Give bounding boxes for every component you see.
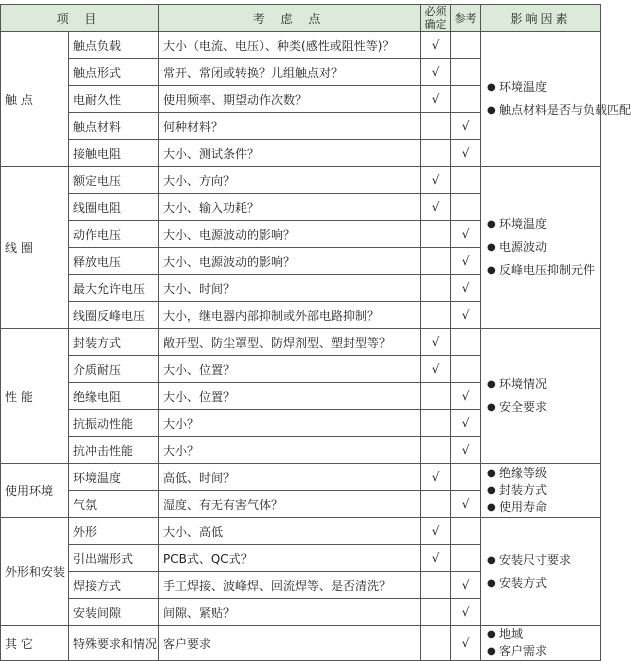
header-consideration: 考 虑 点 <box>159 5 421 32</box>
bullet-icon: ● <box>487 105 496 116</box>
ref-check-cell <box>451 167 481 194</box>
item-name: 气氛 <box>69 491 159 518</box>
item-name: 释放电压 <box>69 248 159 275</box>
item-name: 接触电阻 <box>69 140 159 167</box>
factor-list <box>485 79 631 119</box>
consideration-text: 大小（电流、电压）、种类(感性或阻性等)？ <box>159 32 421 59</box>
ref-check-cell <box>451 545 481 572</box>
check-mark-icon: √ <box>431 551 440 565</box>
consideration-text: 间隙、紧贴？ <box>159 599 421 626</box>
factor-item <box>485 399 596 416</box>
factor-text: 安全要求 <box>499 400 548 414</box>
factor-item <box>485 482 596 499</box>
group-name: 性 能 <box>1 329 69 464</box>
consideration-text: 大小、测试条件？ <box>159 140 421 167</box>
consideration-text: 高低、时间？ <box>159 464 421 491</box>
consideration-text: 大小、位置？ <box>159 383 421 410</box>
item-name: 外形 <box>69 518 159 545</box>
consideration-text: 大小、位置？ <box>159 356 421 383</box>
must-check-cell <box>421 275 451 302</box>
bullet-icon: ● <box>487 554 496 566</box>
must-check-cell <box>421 32 451 59</box>
table-row <box>1 167 601 194</box>
bullet-icon: ● <box>487 265 496 276</box>
item-name: 封装方式 <box>69 329 159 356</box>
consideration-text: 敞开型、防尘罩型、防焊剂型、塑封型等？ <box>159 329 421 356</box>
ref-check-cell <box>451 599 481 626</box>
ref-check-cell <box>451 491 481 518</box>
header-ref: 参考 <box>451 5 481 32</box>
must-check-cell <box>421 140 451 167</box>
ref-check-cell <box>451 275 481 302</box>
factor-list <box>485 626 596 660</box>
bullet-icon: ● <box>487 379 496 390</box>
check-mark-icon: √ <box>461 254 470 268</box>
factor-list <box>485 376 596 416</box>
table-row <box>1 518 601 545</box>
item-name: 环境温度 <box>69 464 159 491</box>
must-check-cell <box>421 221 451 248</box>
ref-check-cell <box>451 194 481 221</box>
ref-check-cell <box>451 248 481 275</box>
factor-list <box>485 216 596 279</box>
must-check-cell <box>421 545 451 572</box>
consideration-text: PCB式、QC式？ <box>159 545 421 572</box>
bullet-icon: ● <box>487 82 496 93</box>
must-check-cell <box>421 491 451 518</box>
consideration-text: 手工焊接、波峰焊、回流焊等、是否清洗？ <box>159 572 421 599</box>
item-name: 电耐久性 <box>69 86 159 113</box>
item-name: 线圈电阻 <box>69 194 159 221</box>
ref-check-cell <box>451 518 481 545</box>
header-item: 项 目 <box>1 5 159 32</box>
ref-check-cell <box>451 140 481 167</box>
must-check-cell <box>421 248 451 275</box>
item-name: 安装间隙 <box>69 599 159 626</box>
table-row <box>1 464 601 491</box>
consideration-text: 大小？ <box>159 410 421 437</box>
item-name: 抗冲击性能 <box>69 437 159 464</box>
ref-check-cell <box>451 113 481 140</box>
factor-text: 安装尺寸要求 <box>499 552 572 567</box>
item-name: 介质耐压 <box>69 356 159 383</box>
ref-check-cell <box>451 59 481 86</box>
group-name: 其 它 <box>1 626 69 661</box>
factor-item <box>485 102 631 119</box>
consideration-text: 大小？ <box>159 437 421 464</box>
factor-text: 使用寿命 <box>499 500 548 514</box>
check-mark-icon: √ <box>461 227 470 241</box>
factor-text: 环境温度 <box>499 217 548 231</box>
ref-check-cell <box>451 464 481 491</box>
factors-cell <box>481 518 601 626</box>
check-mark-icon: √ <box>461 605 470 619</box>
table-row <box>1 32 601 59</box>
check-mark-icon: √ <box>431 335 440 349</box>
factors-cell <box>481 329 601 464</box>
check-mark-icon: √ <box>461 416 470 430</box>
factor-text: 电源波动 <box>499 240 548 254</box>
item-name: 绝缘电阻 <box>69 383 159 410</box>
factor-text: 环境情况 <box>499 377 548 391</box>
factor-item <box>485 376 596 393</box>
factor-item <box>485 552 596 569</box>
factor-text: 客户需求 <box>499 644 548 658</box>
consideration-text: 大小、电源波动的影响？ <box>159 221 421 248</box>
bullet-icon: ● <box>487 402 496 413</box>
check-mark-icon: √ <box>461 119 470 133</box>
item-name: 额定电压 <box>69 167 159 194</box>
must-check-cell <box>421 113 451 140</box>
bullet-icon: ● <box>487 485 496 496</box>
ref-check-cell <box>451 383 481 410</box>
factor-item <box>485 499 596 516</box>
factor-item <box>485 216 596 233</box>
table-body <box>1 32 631 661</box>
ref-check-cell <box>451 572 481 599</box>
consideration-text: 常开、常闭或转换？儿组触点对？ <box>159 59 421 86</box>
item-name: 动作电压 <box>69 221 159 248</box>
must-check-cell <box>421 59 451 86</box>
ref-check-cell <box>451 32 481 59</box>
factor-text: 地域 <box>499 627 524 641</box>
item-name: 抗振动性能 <box>69 410 159 437</box>
ref-check-cell <box>451 626 481 661</box>
consideration-text: 大小，继电器内部抑制或外部电路抑制？ <box>159 302 421 329</box>
check-mark-icon: √ <box>461 389 470 403</box>
table-row <box>1 329 601 356</box>
check-mark-icon: √ <box>431 173 440 187</box>
item-name: 线圈反峰电压 <box>69 302 159 329</box>
bullet-icon: ● <box>487 502 496 513</box>
factor-text: 绝缘等级 <box>499 466 548 480</box>
must-check-cell <box>421 329 451 356</box>
factor-text: 封装方式 <box>499 483 548 497</box>
bullet-icon: ● <box>487 629 496 640</box>
must-check-cell <box>421 626 451 661</box>
consideration-text: 大小、方向？ <box>159 167 421 194</box>
item-name: 焊接方式 <box>69 572 159 599</box>
ref-check-cell <box>451 302 481 329</box>
check-mark-icon: √ <box>461 443 470 457</box>
item-name: 触点材料 <box>69 113 159 140</box>
factor-item <box>485 262 596 279</box>
consideration-text: 大小、输入功耗？ <box>159 194 421 221</box>
check-mark-icon: √ <box>431 362 440 376</box>
ref-check-cell <box>451 410 481 437</box>
consideration-text: 大小、时间？ <box>159 275 421 302</box>
item-name: 特殊要求和情况 <box>69 626 159 661</box>
item-name: 触点形式 <box>69 59 159 86</box>
must-check-cell <box>421 437 451 464</box>
factor-text: 触点材料是否与负载匹配 <box>499 103 631 117</box>
bullet-icon: ● <box>487 577 496 589</box>
factor-text: 反峰电压抑制元件 <box>499 263 596 277</box>
must-check-cell <box>421 302 451 329</box>
must-check-cell <box>421 383 451 410</box>
bullet-icon: ● <box>487 242 496 253</box>
factor-text: 安装方式 <box>499 575 548 590</box>
ref-check-cell <box>451 221 481 248</box>
check-mark-icon: √ <box>461 308 470 322</box>
consideration-text: 使用频率、期望动作次数？ <box>159 86 421 113</box>
table-row <box>1 626 601 661</box>
header-must: 必须确定 <box>421 5 451 32</box>
must-check-cell <box>421 194 451 221</box>
factors-cell <box>481 32 631 167</box>
check-mark-icon: √ <box>431 470 440 484</box>
factor-item <box>485 626 596 643</box>
factor-list <box>485 465 596 516</box>
check-mark-icon: √ <box>461 146 470 160</box>
ref-check-cell <box>451 86 481 113</box>
consideration-text: 客户要求 <box>159 626 421 661</box>
must-check-cell <box>421 599 451 626</box>
must-check-cell <box>421 410 451 437</box>
group-name: 使用环境 <box>1 464 69 518</box>
header-factors: 影响因素 <box>481 5 601 32</box>
check-mark-icon: √ <box>431 38 440 52</box>
must-check-cell <box>421 167 451 194</box>
must-check-cell <box>421 86 451 113</box>
ref-check-cell <box>451 437 481 464</box>
bullet-icon: ● <box>487 219 496 230</box>
group-name: 外形和安装 <box>1 518 69 626</box>
table-header-row <box>1 5 601 32</box>
factors-cell <box>481 167 601 329</box>
ref-check-cell <box>451 356 481 383</box>
check-mark-icon: √ <box>461 281 470 295</box>
factor-item <box>485 575 596 592</box>
item-name: 触点负载 <box>69 32 159 59</box>
bullet-icon: ● <box>487 646 496 657</box>
factor-list <box>485 552 596 592</box>
check-mark-icon: √ <box>431 200 440 214</box>
check-mark-icon: √ <box>431 92 440 106</box>
relay-selection-table <box>0 4 631 661</box>
must-check-cell <box>421 518 451 545</box>
check-mark-icon: √ <box>461 636 470 650</box>
consideration-text: 大小、高低 <box>159 518 421 545</box>
ref-check-cell <box>451 329 481 356</box>
item-name: 最大允许电压 <box>69 275 159 302</box>
consideration-text: 大小、电源波动的影响？ <box>159 248 421 275</box>
must-check-cell <box>421 464 451 491</box>
factor-item <box>485 643 596 660</box>
check-mark-icon: √ <box>431 65 440 79</box>
check-mark-icon: √ <box>461 497 470 511</box>
must-check-cell <box>421 356 451 383</box>
check-mark-icon: √ <box>431 524 440 538</box>
consideration-text: 湿度、有无有害气体？ <box>159 491 421 518</box>
factor-item <box>485 239 596 256</box>
factor-item <box>485 79 596 96</box>
group-name: 触 点 <box>1 32 69 167</box>
bullet-icon: ● <box>487 468 496 479</box>
factors-cell <box>481 464 601 518</box>
factor-text: 环境温度 <box>499 80 548 94</box>
group-name: 线 圈 <box>1 167 69 329</box>
item-name: 引出端形式 <box>69 545 159 572</box>
consideration-text: 何种材料？ <box>159 113 421 140</box>
factor-item <box>485 465 596 482</box>
check-mark-icon: √ <box>461 578 470 592</box>
must-check-cell <box>421 572 451 599</box>
factors-cell <box>481 626 601 661</box>
